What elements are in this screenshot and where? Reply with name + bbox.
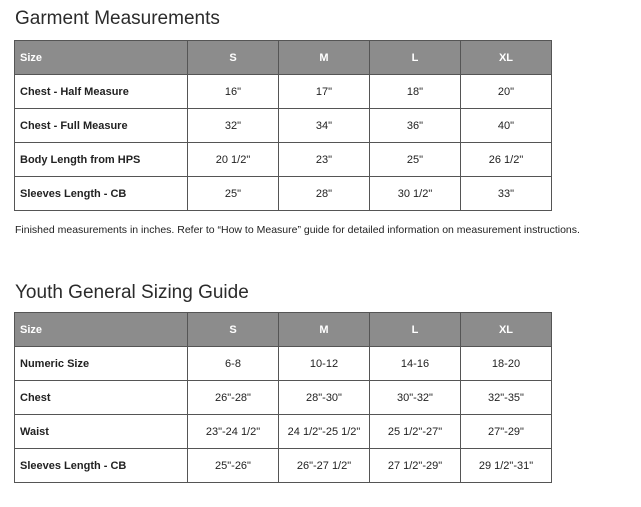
table-cell: 25 1/2"-27" bbox=[370, 415, 461, 449]
table-cell: 25" bbox=[188, 177, 279, 211]
table-cell: 18" bbox=[370, 75, 461, 109]
table-cell: 26"-27 1/2" bbox=[279, 449, 370, 483]
table-cell: 25" bbox=[370, 143, 461, 177]
table-cell: 32" bbox=[188, 109, 279, 143]
header-s: S bbox=[188, 41, 279, 75]
table-row bbox=[15, 109, 552, 143]
table-cell: 20" bbox=[461, 75, 552, 109]
table-cell: 34" bbox=[279, 109, 370, 143]
table-cell: 25"-26" bbox=[188, 449, 279, 483]
header-l: L bbox=[370, 313, 461, 347]
table-row bbox=[15, 415, 552, 449]
row-label: Sleeves Length - CB bbox=[15, 449, 188, 483]
table-cell: 28"-30" bbox=[279, 381, 370, 415]
header-s: S bbox=[188, 313, 279, 347]
youth-sizing-guide-title: Youth General Sizing Guide bbox=[15, 282, 249, 303]
youth-sizing-table bbox=[14, 312, 552, 483]
table-row bbox=[15, 177, 552, 211]
measurement-note: Finished measurements in inches. Refer to “How to Measure” guide for detailed information on measurement instructions. bbox=[15, 224, 580, 236]
table-cell: 17" bbox=[279, 75, 370, 109]
garment-measurements-title: Garment Measurements bbox=[15, 8, 220, 29]
row-label: Body Length from HPS bbox=[15, 143, 188, 177]
table-cell: 32"-35" bbox=[461, 381, 552, 415]
row-label: Numeric Size bbox=[15, 347, 188, 381]
table-cell: 33" bbox=[461, 177, 552, 211]
row-label: Chest - Full Measure bbox=[15, 109, 188, 143]
table-cell: 18-20 bbox=[461, 347, 552, 381]
header-size: Size bbox=[15, 41, 188, 75]
table-cell: 20 1/2" bbox=[188, 143, 279, 177]
table-cell: 24 1/2"-25 1/2" bbox=[279, 415, 370, 449]
table-header-row bbox=[15, 41, 552, 75]
table-cell: 14-16 bbox=[370, 347, 461, 381]
table-header-row bbox=[15, 313, 552, 347]
table-row bbox=[15, 143, 552, 177]
header-m: M bbox=[279, 41, 370, 75]
table-cell: 30"-32" bbox=[370, 381, 461, 415]
row-label: Waist bbox=[15, 415, 188, 449]
table-cell: 10-12 bbox=[279, 347, 370, 381]
table-row bbox=[15, 381, 552, 415]
header-m: M bbox=[279, 313, 370, 347]
table-row bbox=[15, 347, 552, 381]
row-label: Chest - Half Measure bbox=[15, 75, 188, 109]
table-cell: 27"-29" bbox=[461, 415, 552, 449]
table-cell: 27 1/2"-29" bbox=[370, 449, 461, 483]
header-xl: XL bbox=[461, 313, 552, 347]
table-cell: 40" bbox=[461, 109, 552, 143]
table-cell: 30 1/2" bbox=[370, 177, 461, 211]
table-row bbox=[15, 449, 552, 483]
table-cell: 23"-24 1/2" bbox=[188, 415, 279, 449]
table-row bbox=[15, 75, 552, 109]
table-cell: 16" bbox=[188, 75, 279, 109]
row-label: Chest bbox=[15, 381, 188, 415]
header-xl: XL bbox=[461, 41, 552, 75]
table-cell: 26"-28" bbox=[188, 381, 279, 415]
header-l: L bbox=[370, 41, 461, 75]
garment-measurements-table bbox=[14, 40, 552, 211]
row-label: Sleeves Length - CB bbox=[15, 177, 188, 211]
table-cell: 36" bbox=[370, 109, 461, 143]
table-cell: 26 1/2" bbox=[461, 143, 552, 177]
table-cell: 28" bbox=[279, 177, 370, 211]
table-cell: 29 1/2"-31" bbox=[461, 449, 552, 483]
header-size: Size bbox=[15, 313, 188, 347]
table-cell: 6-8 bbox=[188, 347, 279, 381]
table-cell: 23" bbox=[279, 143, 370, 177]
